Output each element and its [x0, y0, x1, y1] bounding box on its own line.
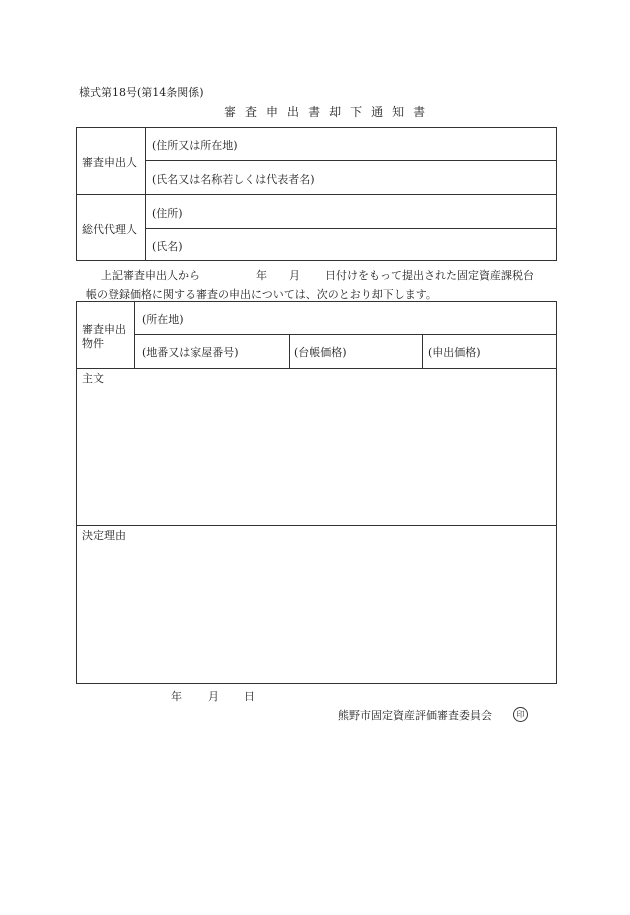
notice-prefix: 上記審査申出人から [101, 269, 200, 282]
date-day: 日 [244, 690, 255, 703]
agent-address-field[interactable]: (住所) [152, 207, 183, 220]
title-char: 査 [245, 105, 258, 119]
seal-mark: 印 [513, 707, 528, 722]
issuer-name: 熊野市固定資産評価審査委員会 [338, 709, 492, 722]
property-lot-number-field[interactable]: (地番又は家屋番号) [142, 346, 239, 359]
decision-box [76, 368, 557, 684]
title-char: 出 [287, 105, 300, 119]
date-year: 年 [171, 690, 182, 703]
property-claimed-price-field[interactable]: (申出価格) [428, 346, 481, 359]
notice-year: 年 [256, 269, 267, 282]
table-divider [145, 228, 557, 229]
table-divider [76, 525, 557, 526]
title-char: 審 [224, 105, 237, 119]
title-char: 下 [350, 105, 363, 119]
table-divider [76, 194, 557, 195]
agent-label: 総代代理人 [82, 223, 137, 236]
title-char: 却 [329, 105, 342, 119]
title-char: 申 [266, 105, 279, 119]
title-char: 通 [371, 105, 384, 119]
title-char: 書 [413, 105, 426, 119]
document-title [224, 103, 425, 120]
applicant-address-field[interactable]: (住所又は所在地) [152, 139, 238, 152]
form-number: 様式第18号(第14条関係) [79, 86, 204, 99]
property-ledger-price-field[interactable]: (台帳価格) [294, 346, 347, 359]
table-divider [134, 334, 557, 335]
property-label-line1: 審査申出 [82, 323, 126, 336]
agent-name-field[interactable]: (氏名) [152, 240, 183, 253]
table-divider [422, 334, 423, 369]
reason-label: 決定理由 [82, 529, 126, 542]
table-divider [289, 334, 290, 369]
title-char: 知 [392, 105, 405, 119]
applicant-label: 審査申出人 [82, 156, 137, 169]
notice-suffix: 日付けをもって提出された固定資産課税台 [325, 269, 534, 282]
notice-line2: 帳の登録価格に関する審査の申出については、次のとおり却下します。 [86, 288, 437, 301]
title-char: 書 [308, 105, 321, 119]
property-location-field[interactable]: (所在地) [142, 313, 184, 326]
notice-month: 月 [289, 269, 300, 282]
table-divider [134, 301, 135, 369]
date-month: 月 [208, 690, 219, 703]
property-label-line2: 物件 [82, 337, 104, 350]
table-divider [145, 160, 557, 161]
main-text-label: 主文 [82, 372, 104, 385]
applicant-name-field[interactable]: (氏名又は名称若しくは代表者名) [152, 173, 315, 186]
